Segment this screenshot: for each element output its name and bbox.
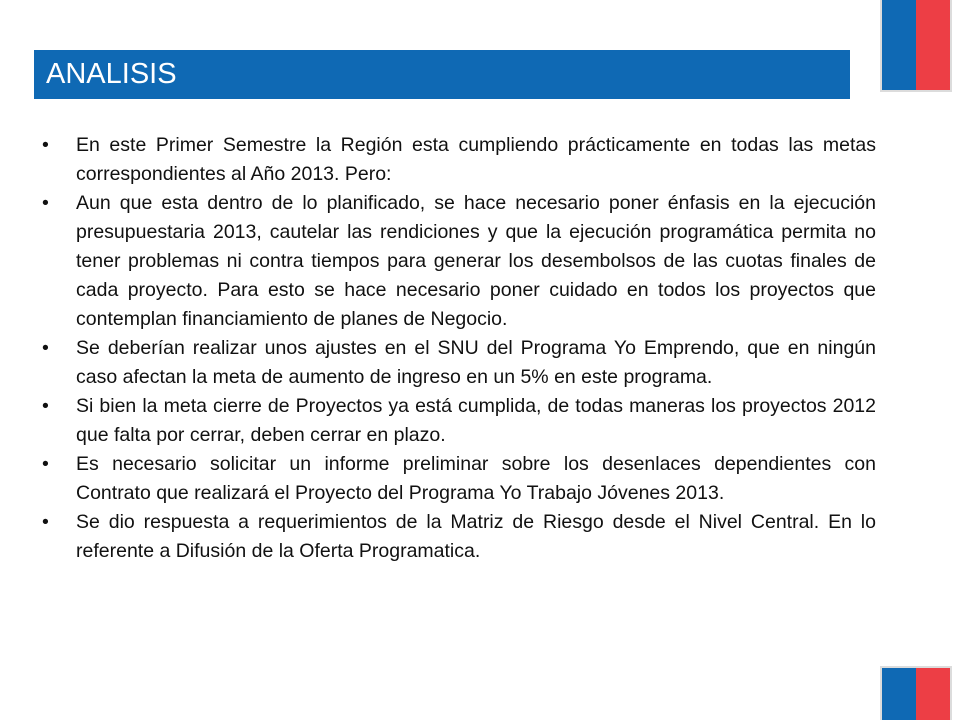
bullet-text: En este Primer Semestre la Región esta cumpliendo prácticamente en todas las metas correspondientes al Año 2013. Pero: [76,134,876,185]
bullet-item [40,450,876,508]
bullet-item [40,392,876,450]
bullet-item [40,508,876,566]
bullet-list [40,131,876,566]
slide-title: ANALISIS [34,50,850,99]
bullet-text: Es necesario solicitar un informe preliminar sobre los desenlaces dependientes con Contrato que realizará el Proyecto del Programa Yo Trabajo Jóvenes 2013. [76,453,876,504]
bullet-marker: • [42,395,49,417]
flag-red-band [916,668,950,720]
bullet-item [40,189,876,334]
bullet-text: Si bien la meta cierre de Proyectos ya está cumplida, de todas maneras los proyectos 2012 que falta por cerrar, deben cerrar en plazo. [76,395,876,446]
flag-blue-band [882,668,916,720]
bullet-marker: • [42,511,49,533]
flag-stripe-bottom [882,668,950,720]
bullet-marker: • [42,192,49,214]
bullet-text: Se dio respuesta a requerimientos de la Matriz de Riesgo desde el Nivel Central. En lo referente a Difusión de la Oferta Programatica. [76,511,876,562]
bullet-marker: • [42,453,49,475]
flag-red-band [916,0,950,90]
bullet-text: Se deberían realizar unos ajustes en el SNU del Programa Yo Emprendo, que en ningún caso afectan la meta de aumento de ingreso en un 5% en este programa. [76,337,876,388]
bullet-item [40,334,876,392]
bullet-item [40,131,876,189]
flag-stripe-top [882,0,950,90]
bullet-marker: • [42,337,49,359]
bullet-text: Aun que esta dentro de lo planificado, se hace necesario poner énfasis en la ejecución presupuestaria 2013, cautelar las rendiciones y que la ejecución programática permita no tener problemas ni contra tiempos para generar los desembolsos de las cuotas finales de cada proyecto. Para esto se hace necesario poner cuidado en todos los proyectos que contemplan financiamiento de planes de Negocio. [76,192,876,330]
bullet-marker: • [42,134,49,156]
flag-blue-band [882,0,916,90]
